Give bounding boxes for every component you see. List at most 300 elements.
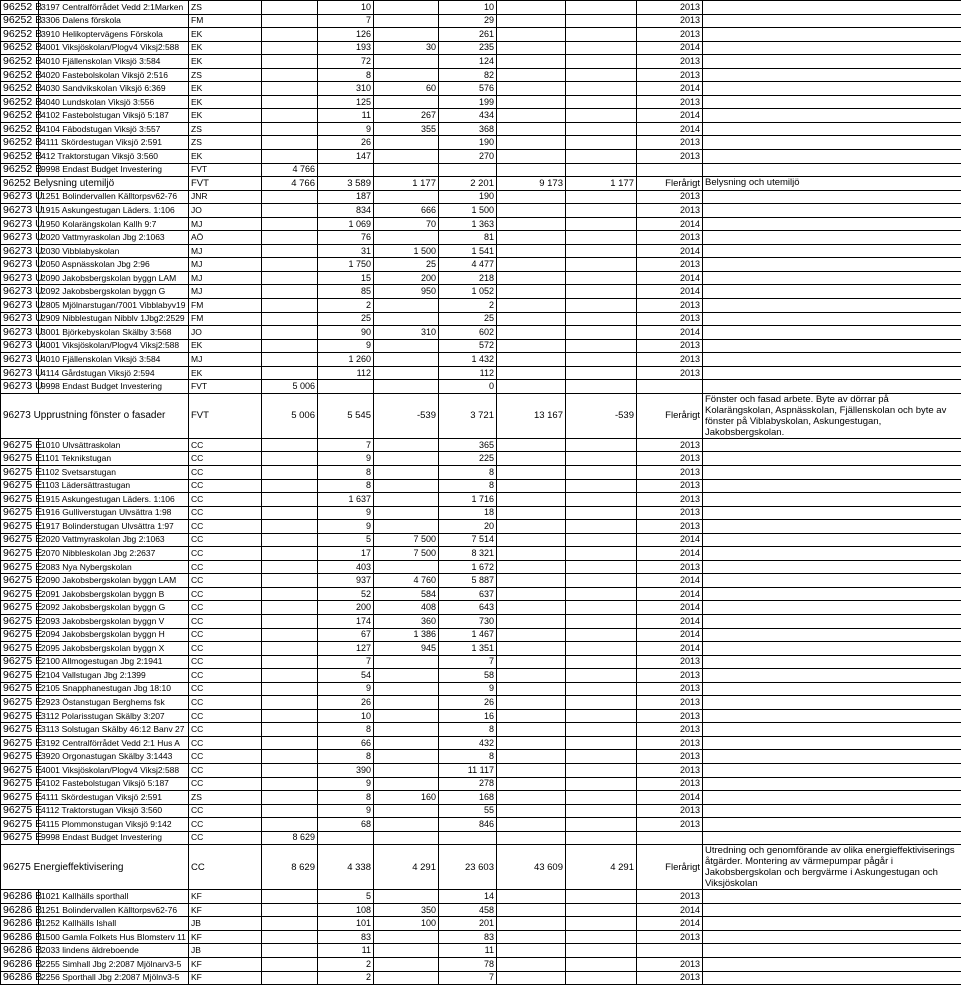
note-cell bbox=[703, 231, 961, 245]
note-cell bbox=[703, 696, 961, 710]
code-cell: ZS bbox=[189, 68, 262, 82]
value-d-cell bbox=[497, 339, 566, 353]
note-cell bbox=[703, 380, 961, 394]
note-cell bbox=[703, 903, 961, 917]
project-id-cell: 96286 B bbox=[1, 971, 39, 985]
note-cell: Fönster och fasad arbete. Byte av dörrar på Kolarängskolan, Aspnässkolan, Fjällenskolan och byte av fönster på Viblabyskolan, Askungestugan, Jakobsbergskolan. bbox=[703, 393, 961, 438]
note-cell bbox=[703, 930, 961, 944]
value-b-cell bbox=[374, 944, 439, 958]
budget-cell bbox=[262, 587, 318, 601]
year-cell: 2013 bbox=[637, 736, 703, 750]
value-c-cell: 1 716 bbox=[439, 493, 497, 507]
budget-cell bbox=[262, 299, 318, 313]
value-c-cell: 25 bbox=[439, 312, 497, 326]
value-c-cell: 7 bbox=[439, 655, 497, 669]
project-id-cell: 96252 B bbox=[1, 150, 39, 164]
value-e-cell bbox=[566, 41, 637, 55]
value-e-cell bbox=[566, 231, 637, 245]
object-cell: 1916 Gulliverstugan Ulvsättra 1:98 bbox=[39, 506, 189, 520]
table-row bbox=[1, 493, 961, 507]
year-cell: 2013 bbox=[637, 777, 703, 791]
year-cell: 2013 bbox=[637, 818, 703, 832]
value-d-cell bbox=[497, 122, 566, 136]
value-c-cell bbox=[439, 831, 497, 845]
budget-cell bbox=[262, 82, 318, 96]
table-row bbox=[1, 709, 961, 723]
value-a-cell: 72 bbox=[318, 55, 374, 69]
note-cell bbox=[703, 299, 961, 313]
budget-cell bbox=[262, 709, 318, 723]
note-cell bbox=[703, 587, 961, 601]
table-row bbox=[1, 122, 961, 136]
value-c-cell: 2 bbox=[439, 299, 497, 313]
budget-cell: 5 006 bbox=[262, 380, 318, 394]
year-cell: 2014 bbox=[637, 917, 703, 931]
table-row bbox=[1, 520, 961, 534]
project-id-cell: 96273 U bbox=[1, 217, 39, 231]
object-cell: 4102 Fastebolstugan Viksjö 5:187 bbox=[39, 109, 189, 123]
object-cell: 2923 Östanstugan Berghems fsk bbox=[39, 696, 189, 710]
value-a-cell: 90 bbox=[318, 326, 374, 340]
value-b-cell: 4 760 bbox=[374, 574, 439, 588]
value-b-cell bbox=[374, 763, 439, 777]
project-id-cell: 96275 E bbox=[1, 736, 39, 750]
value-e-cell bbox=[566, 150, 637, 164]
object-cell: 1101 Teknikstugan bbox=[39, 452, 189, 466]
code-cell: MJ bbox=[189, 271, 262, 285]
budget-cell bbox=[262, 465, 318, 479]
year-cell: 2013 bbox=[637, 339, 703, 353]
value-c-cell: 643 bbox=[439, 601, 497, 615]
value-d-cell bbox=[497, 479, 566, 493]
object-cell: 4001 Viksjöskolan/Plogv4 Viksj2:588 bbox=[39, 339, 189, 353]
object-cell: 2090 Jakobsbergskolan byggn LAM bbox=[39, 574, 189, 588]
table-row bbox=[1, 190, 961, 204]
object-cell: 2100 Allmogestugan Jbg 2:1941 bbox=[39, 655, 189, 669]
note-cell bbox=[703, 642, 961, 656]
object-cell: 1500 Gamla Folkets Hus Blomsterv 11 bbox=[39, 930, 189, 944]
value-b-cell bbox=[374, 958, 439, 972]
note-cell bbox=[703, 285, 961, 299]
object-cell: 4030 Sandvikskolan Viksjö 6:369 bbox=[39, 82, 189, 96]
project-id-cell: 96275 E bbox=[1, 655, 39, 669]
project-id-cell: 96273 U bbox=[1, 285, 39, 299]
value-b-cell: 160 bbox=[374, 791, 439, 805]
value-e-cell bbox=[566, 818, 637, 832]
value-c-cell: 3 721 bbox=[439, 393, 497, 438]
budget-cell bbox=[262, 244, 318, 258]
table-row bbox=[1, 791, 961, 805]
value-a-cell: 7 bbox=[318, 14, 374, 28]
table-row bbox=[1, 312, 961, 326]
value-e-cell bbox=[566, 258, 637, 272]
year-cell: 2013 bbox=[637, 669, 703, 683]
note-cell bbox=[703, 709, 961, 723]
value-d-cell bbox=[497, 547, 566, 561]
table-row bbox=[1, 366, 961, 380]
table-row bbox=[1, 150, 961, 164]
project-id-cell: 96275 E bbox=[1, 642, 39, 656]
project-id-cell: 96275 E bbox=[1, 587, 39, 601]
object-cell: 2256 Sporthall Jbg 2:2087 Mjölnv3-5 bbox=[39, 971, 189, 985]
summary-row bbox=[1, 177, 961, 191]
value-d-cell: 13 167 bbox=[497, 393, 566, 438]
value-c-cell: 1 672 bbox=[439, 560, 497, 574]
value-a-cell: 9 bbox=[318, 452, 374, 466]
object-cell: 1915 Askungestugan Läders. 1:106 bbox=[39, 493, 189, 507]
object-cell: 3192 Centralförrådet Vedd 2:1 Hus A bbox=[39, 736, 189, 750]
table-row bbox=[1, 533, 961, 547]
budget-cell bbox=[262, 231, 318, 245]
value-c-cell: 1 351 bbox=[439, 642, 497, 656]
value-b-cell: 360 bbox=[374, 614, 439, 628]
value-b-cell: 7 500 bbox=[374, 533, 439, 547]
value-a-cell: 11 bbox=[318, 944, 374, 958]
table-body bbox=[1, 1, 961, 985]
year-cell: 2013 bbox=[637, 682, 703, 696]
value-e-cell bbox=[566, 271, 637, 285]
note-cell bbox=[703, 479, 961, 493]
note-cell bbox=[703, 831, 961, 845]
object-cell: 4111 Skördestugan Viksjö 2:591 bbox=[39, 791, 189, 805]
value-a-cell: 3 589 bbox=[318, 177, 374, 191]
project-id-cell: 96286 B bbox=[1, 930, 39, 944]
code-cell: KF bbox=[189, 930, 262, 944]
code-cell: FVT bbox=[189, 393, 262, 438]
object-cell: 1251 Bolindervallen Källtorpsv62-76 bbox=[39, 190, 189, 204]
year-cell: 2014 bbox=[637, 547, 703, 561]
object-cell: 2105 Snapphanestugan Jbg 18:10 bbox=[39, 682, 189, 696]
value-c-cell: 26 bbox=[439, 696, 497, 710]
value-c-cell: 225 bbox=[439, 452, 497, 466]
budget-cell bbox=[262, 903, 318, 917]
year-cell: 2013 bbox=[637, 204, 703, 218]
year-cell: 2014 bbox=[637, 903, 703, 917]
code-cell: CC bbox=[189, 520, 262, 534]
year-cell: 2013 bbox=[637, 150, 703, 164]
value-a-cell: 26 bbox=[318, 136, 374, 150]
table-row bbox=[1, 971, 961, 985]
value-c-cell: 365 bbox=[439, 438, 497, 452]
value-c-cell: 8 bbox=[439, 723, 497, 737]
value-e-cell bbox=[566, 560, 637, 574]
code-cell: JNR bbox=[189, 190, 262, 204]
value-a-cell: 7 bbox=[318, 438, 374, 452]
year-cell bbox=[637, 380, 703, 394]
value-c-cell: 168 bbox=[439, 791, 497, 805]
project-id-cell: 96275 E bbox=[1, 452, 39, 466]
value-a-cell: 5 bbox=[318, 533, 374, 547]
value-a-cell: 9 bbox=[318, 122, 374, 136]
code-cell: EK bbox=[189, 339, 262, 353]
value-c-cell: 14 bbox=[439, 890, 497, 904]
project-id-cell: 96273 U bbox=[1, 271, 39, 285]
value-d-cell bbox=[497, 560, 566, 574]
value-e-cell bbox=[566, 736, 637, 750]
value-d-cell bbox=[497, 312, 566, 326]
value-c-cell: 124 bbox=[439, 55, 497, 69]
note-cell bbox=[703, 190, 961, 204]
budget-cell bbox=[262, 353, 318, 367]
value-e-cell bbox=[566, 14, 637, 28]
budget-cell bbox=[262, 28, 318, 42]
code-cell: CC bbox=[189, 831, 262, 845]
value-c-cell: 23 603 bbox=[439, 845, 497, 890]
code-cell: CC bbox=[189, 763, 262, 777]
value-e-cell bbox=[566, 299, 637, 313]
object-cell: 2805 Mjölnarstugan/7001 Vibblabyv19 bbox=[39, 299, 189, 313]
code-cell: EK bbox=[189, 109, 262, 123]
object-cell: 4114 Gårdstugan Viksjö 2:594 bbox=[39, 366, 189, 380]
object-cell: 3197 Centralförrådet Vedd 2:1Marken bbox=[39, 1, 189, 15]
budget-cell bbox=[262, 804, 318, 818]
value-b-cell bbox=[374, 709, 439, 723]
code-cell: CC bbox=[189, 614, 262, 628]
code-cell: FM bbox=[189, 299, 262, 313]
value-d-cell bbox=[497, 326, 566, 340]
value-b-cell: 1 177 bbox=[374, 177, 439, 191]
value-d-cell bbox=[497, 763, 566, 777]
table-row bbox=[1, 831, 961, 845]
value-a-cell: 187 bbox=[318, 190, 374, 204]
value-d-cell bbox=[497, 82, 566, 96]
code-cell: CC bbox=[189, 628, 262, 642]
year-cell: 2013 bbox=[637, 890, 703, 904]
budget-cell bbox=[262, 41, 318, 55]
value-c-cell: 58 bbox=[439, 669, 497, 683]
value-c-cell: 83 bbox=[439, 930, 497, 944]
value-b-cell bbox=[374, 339, 439, 353]
year-cell: 2014 bbox=[637, 791, 703, 805]
year-cell: 2013 bbox=[637, 1, 703, 15]
value-e-cell bbox=[566, 380, 637, 394]
note-cell bbox=[703, 777, 961, 791]
project-id-cell: 96252 B bbox=[1, 136, 39, 150]
value-c-cell: 7 bbox=[439, 971, 497, 985]
value-c-cell: 199 bbox=[439, 95, 497, 109]
value-d-cell bbox=[497, 804, 566, 818]
value-a-cell: 834 bbox=[318, 204, 374, 218]
code-cell: FM bbox=[189, 14, 262, 28]
note-cell bbox=[703, 917, 961, 931]
object-cell: 2033 lindens äldreboende bbox=[39, 944, 189, 958]
table-row bbox=[1, 326, 961, 340]
budget-cell bbox=[262, 136, 318, 150]
value-d-cell bbox=[497, 353, 566, 367]
value-d-cell bbox=[497, 465, 566, 479]
object-cell: 4001 Viksjöskolan/Plogv4 Viksj2:588 bbox=[39, 763, 189, 777]
value-a-cell: 9 bbox=[318, 804, 374, 818]
budget-cell bbox=[262, 971, 318, 985]
object-cell: 1915 Askungestugan Läders. 1:106 bbox=[39, 204, 189, 218]
value-d-cell bbox=[497, 791, 566, 805]
code-cell: CC bbox=[189, 438, 262, 452]
object-cell: 1950 Kolarängskolan Kallh 9:7 bbox=[39, 217, 189, 231]
value-e-cell bbox=[566, 520, 637, 534]
value-d-cell bbox=[497, 958, 566, 972]
code-cell: EK bbox=[189, 55, 262, 69]
value-a-cell: 9 bbox=[318, 520, 374, 534]
table-row bbox=[1, 818, 961, 832]
value-d-cell bbox=[497, 380, 566, 394]
note-cell bbox=[703, 136, 961, 150]
table-row bbox=[1, 682, 961, 696]
object-cell: 2091 Jakobsbergskolan byggn B bbox=[39, 587, 189, 601]
value-b-cell bbox=[374, 479, 439, 493]
budget-cell bbox=[262, 642, 318, 656]
code-cell: CC bbox=[189, 493, 262, 507]
object-cell: 2020 Vattmyraskolan Jbg 2:1063 bbox=[39, 533, 189, 547]
table-row bbox=[1, 804, 961, 818]
note-cell bbox=[703, 682, 961, 696]
value-a-cell: 9 bbox=[318, 506, 374, 520]
code-cell: EK bbox=[189, 95, 262, 109]
project-id-cell: 96252 B bbox=[1, 109, 39, 123]
value-c-cell: 0 bbox=[439, 380, 497, 394]
object-cell: 4040 Lundskolan Viksjö 3:556 bbox=[39, 95, 189, 109]
code-cell: MJ bbox=[189, 217, 262, 231]
value-b-cell: 60 bbox=[374, 82, 439, 96]
object-cell: 2092 Jakobsbergskolan byggn G bbox=[39, 285, 189, 299]
value-a-cell: 83 bbox=[318, 930, 374, 944]
value-a-cell: 1 750 bbox=[318, 258, 374, 272]
value-e-cell bbox=[566, 55, 637, 69]
year-cell: 2013 bbox=[637, 353, 703, 367]
note-cell bbox=[703, 339, 961, 353]
year-cell: 2013 bbox=[637, 655, 703, 669]
table-row bbox=[1, 560, 961, 574]
note-cell bbox=[703, 41, 961, 55]
value-e-cell bbox=[566, 669, 637, 683]
project-id-cell: 96275 E bbox=[1, 547, 39, 561]
value-e-cell bbox=[566, 28, 637, 42]
value-c-cell: 278 bbox=[439, 777, 497, 791]
object-cell: 4010 Fjällenskolan Viksjö 3:584 bbox=[39, 353, 189, 367]
project-id-cell: 96273 U bbox=[1, 231, 39, 245]
code-cell: MJ bbox=[189, 244, 262, 258]
code-cell: CC bbox=[189, 560, 262, 574]
project-id-cell: 96275 E bbox=[1, 791, 39, 805]
object-cell: 9998 Endast Budget Investering bbox=[39, 831, 189, 845]
value-c-cell: 9 bbox=[439, 682, 497, 696]
year-cell: 2014 bbox=[637, 614, 703, 628]
project-id-cell: 96286 B bbox=[1, 944, 39, 958]
value-c-cell: 18 bbox=[439, 506, 497, 520]
value-b-cell bbox=[374, 95, 439, 109]
value-c-cell: 1 363 bbox=[439, 217, 497, 231]
value-d-cell bbox=[497, 655, 566, 669]
value-c-cell: 458 bbox=[439, 903, 497, 917]
object-cell: 2909 Nibblestugan Nibblv 1Jbg2:2529 bbox=[39, 312, 189, 326]
project-id-cell: 96275 E bbox=[1, 465, 39, 479]
object-cell: 4102 Fastebolstugan Viksjö 5:187 bbox=[39, 777, 189, 791]
budget-cell bbox=[262, 217, 318, 231]
year-cell: 2013 bbox=[637, 750, 703, 764]
year-cell: 2013 bbox=[637, 95, 703, 109]
code-cell: EK bbox=[189, 82, 262, 96]
value-c-cell: 81 bbox=[439, 231, 497, 245]
value-a-cell: 5 bbox=[318, 890, 374, 904]
code-cell: JB bbox=[189, 917, 262, 931]
object-cell: 2090 Jakobsbergskolan byggn LAM bbox=[39, 271, 189, 285]
value-a-cell bbox=[318, 831, 374, 845]
value-e-cell: 1 177 bbox=[566, 177, 637, 191]
budget-cell bbox=[262, 55, 318, 69]
category-cell: Flerårigt bbox=[637, 177, 703, 191]
note-cell bbox=[703, 1, 961, 15]
year-cell: 2014 bbox=[637, 642, 703, 656]
value-d-cell bbox=[497, 452, 566, 466]
project-id-cell: 96275 E bbox=[1, 493, 39, 507]
value-a-cell: 125 bbox=[318, 95, 374, 109]
project-id-cell: 96275 E bbox=[1, 533, 39, 547]
value-c-cell: 20 bbox=[439, 520, 497, 534]
value-e-cell bbox=[566, 326, 637, 340]
year-cell: 2014 bbox=[637, 271, 703, 285]
project-id-cell: 96275 E bbox=[1, 777, 39, 791]
value-b-cell bbox=[374, 930, 439, 944]
budget-cell bbox=[262, 506, 318, 520]
note-cell bbox=[703, 366, 961, 380]
code-cell: CC bbox=[189, 845, 262, 890]
value-c-cell: 218 bbox=[439, 271, 497, 285]
year-cell: 2013 bbox=[637, 28, 703, 42]
budget-cell bbox=[262, 95, 318, 109]
year-cell: 2013 bbox=[637, 560, 703, 574]
value-b-cell: 350 bbox=[374, 903, 439, 917]
value-b-cell: 584 bbox=[374, 587, 439, 601]
code-cell: JO bbox=[189, 326, 262, 340]
note-cell bbox=[703, 574, 961, 588]
value-a-cell: 67 bbox=[318, 628, 374, 642]
code-cell: EK bbox=[189, 150, 262, 164]
value-c-cell: 8 bbox=[439, 479, 497, 493]
project-id-cell: 96275 E bbox=[1, 506, 39, 520]
object-cell: 1103 Lädersättrastugan bbox=[39, 479, 189, 493]
budget-cell bbox=[262, 312, 318, 326]
value-e-cell bbox=[566, 903, 637, 917]
code-cell: CC bbox=[189, 696, 262, 710]
table-row bbox=[1, 944, 961, 958]
budget-cell bbox=[262, 818, 318, 832]
value-a-cell: 66 bbox=[318, 736, 374, 750]
value-e-cell bbox=[566, 533, 637, 547]
table-row bbox=[1, 299, 961, 313]
note-cell: Utredning och genomförande av olika energieffektiviserings åtgärder. Montering av värmepumpar pågår i Jakobsbergskolan och bergvärme i Askungestugan och Viksjöskolan bbox=[703, 845, 961, 890]
table-row bbox=[1, 655, 961, 669]
value-a-cell bbox=[318, 380, 374, 394]
value-b-cell: 666 bbox=[374, 204, 439, 218]
value-b-cell bbox=[374, 520, 439, 534]
value-e-cell bbox=[566, 958, 637, 972]
table-row bbox=[1, 452, 961, 466]
project-title-cell: 96273 Upprustning fönster o fasader bbox=[1, 393, 189, 438]
year-cell: 2013 bbox=[637, 520, 703, 534]
value-a-cell: 10 bbox=[318, 709, 374, 723]
object-cell: 1102 Svetsarstugan bbox=[39, 465, 189, 479]
value-c-cell: 190 bbox=[439, 136, 497, 150]
budget-cell bbox=[262, 682, 318, 696]
note-cell bbox=[703, 493, 961, 507]
value-a-cell: 101 bbox=[318, 917, 374, 931]
value-e-cell bbox=[566, 944, 637, 958]
value-d-cell: 43 609 bbox=[497, 845, 566, 890]
code-cell: CC bbox=[189, 479, 262, 493]
code-cell: CC bbox=[189, 736, 262, 750]
table-row bbox=[1, 353, 961, 367]
object-cell: 3910 Helikoptervägens Förskola bbox=[39, 28, 189, 42]
note-cell bbox=[703, 669, 961, 683]
